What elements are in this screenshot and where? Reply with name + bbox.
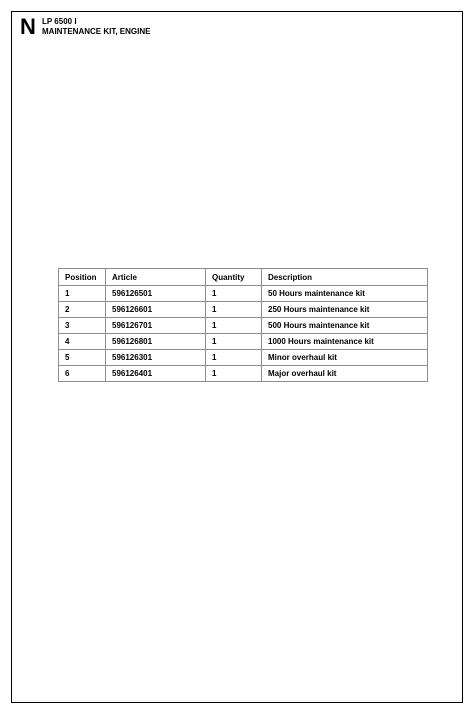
column-header-description: Description — [262, 269, 428, 286]
column-header-article: Article — [106, 269, 206, 286]
cell-description: Major overhaul kit — [262, 366, 428, 382]
table-row — [59, 302, 428, 318]
cell-description: 500 Hours maintenance kit — [262, 318, 428, 334]
cell-position: 5 — [59, 350, 106, 366]
table-row — [59, 350, 428, 366]
table-row — [59, 286, 428, 302]
cell-description: Minor overhaul kit — [262, 350, 428, 366]
cell-description: 1000 Hours maintenance kit — [262, 334, 428, 350]
page-header — [42, 17, 150, 37]
cell-quantity: 1 — [206, 350, 262, 366]
cell-article: 596126301 — [106, 350, 206, 366]
cell-position: 6 — [59, 366, 106, 382]
cell-quantity: 1 — [206, 334, 262, 350]
cell-quantity: 1 — [206, 366, 262, 382]
model-name: LP 6500 I — [42, 17, 77, 26]
cell-description: 250 Hours maintenance kit — [262, 302, 428, 318]
cell-quantity: 1 — [206, 302, 262, 318]
table-row — [59, 318, 428, 334]
cell-article: 596126701 — [106, 318, 206, 334]
column-header-position: Position — [59, 269, 106, 286]
cell-position: 1 — [59, 286, 106, 302]
cell-quantity: 1 — [206, 318, 262, 334]
cell-article: 596126501 — [106, 286, 206, 302]
parts-table — [58, 268, 428, 382]
cell-article: 596126401 — [106, 366, 206, 382]
page-title: MAINTENANCE KIT, ENGINE — [42, 27, 151, 36]
cell-article: 596126801 — [106, 334, 206, 350]
section-letter: N — [20, 14, 36, 39]
column-header-quantity: Quantity — [206, 269, 262, 286]
cell-position: 3 — [59, 318, 106, 334]
cell-quantity: 1 — [206, 286, 262, 302]
table-header-row — [59, 269, 428, 286]
table-row — [59, 334, 428, 350]
cell-article: 596126601 — [106, 302, 206, 318]
table-row — [59, 366, 428, 382]
cell-description: 50 Hours maintenance kit — [262, 286, 428, 302]
cell-position: 2 — [59, 302, 106, 318]
cell-position: 4 — [59, 334, 106, 350]
